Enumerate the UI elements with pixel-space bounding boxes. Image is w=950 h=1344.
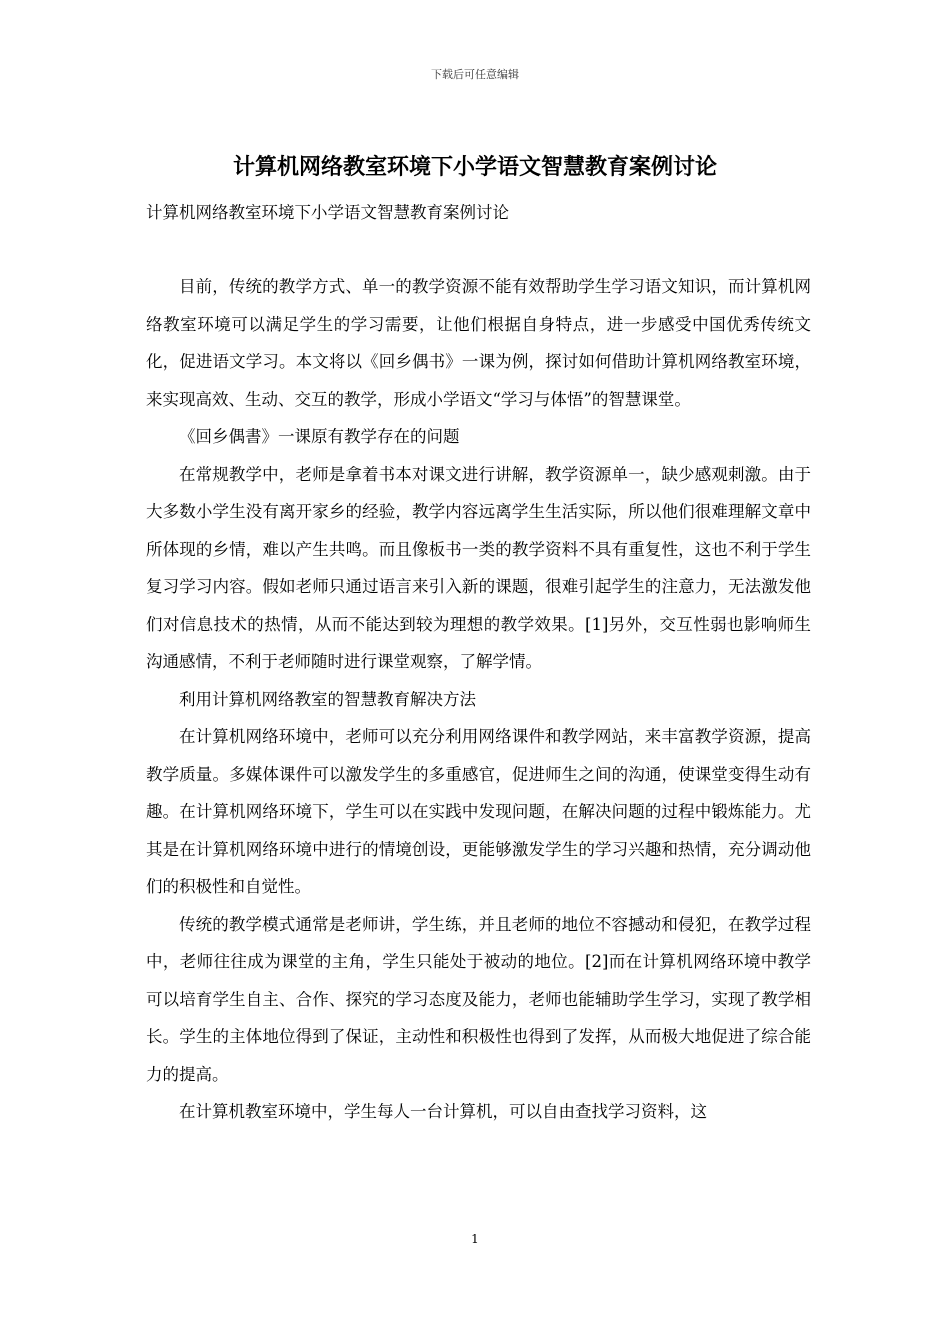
page-number: 1 (471, 1232, 479, 1246)
document-title: 计算机网络教室环境下小学语文智慧教育案例讨论 (232, 154, 717, 180)
document-subtitle: 计算机网络教室环境下小学语文智慧教育案例讨论 (146, 203, 509, 222)
paragraph-computer-room: 在计算机教室环境中，学生每人一台计算机，可以自由查找学习资料，这 (179, 1102, 707, 1121)
paragraph-intro: 目前，传统的教学方式、单一的教学资源不能有效帮助学生学习语文知识，而计算机网络教室环境可以满足学生的学习需要，让他们根据自身特点，进一步感受中国优秀传统文化，促进语文学习。本文将以《回乡偶书》一课为例，探讨如何借助计算机网络教室环境，来实现高效、生动、交互的教学，形成小学语文“学习与体悟”的智慧课堂。 (146, 277, 811, 409)
section-heading-solutions: 利用计算机网络教室的智慧教育解决方法 (179, 689, 476, 709)
document-body (146, 268, 811, 1131)
header-note: 下载后可任意编辑 (431, 68, 519, 81)
section-heading-problems: 《回乡偶書》一课原有教学存在的问题 (179, 427, 460, 446)
paragraph-solutions: 在计算机网络环境中，老师可以充分利用网络课件和教学网站，来丰富教学资源，提高教学质量。多媒体课件可以激发学生的多重感官，促进师生之间的沟通，使课堂变得生动有趣。在计算机网络环境下，学生可以在实践中发现问题，在解决问题的过程中锻炼能力。尤其是在计算机网络环境中进行的情境创设，更能够激发学生的学习兴趣和热情，充分调动他们的积极性和自觉性。 (146, 727, 811, 896)
paragraph-teaching-mode: 传统的教学模式通常是老师讲，学生练，并且老师的地位不容撼动和侵犯，在教学过程中，老师往往成为课堂的主角，学生只能处于被动的地位。[2]而在计算机网络环境中教学可以培育学生自主、合作、探究的学习态度及能力，老师也能辅助学生学习，实现了教学相长。学生的主体地位得到了保证，主动性和积极性也得到了发挥，从而极大地促进了综合能力的提高。 (146, 914, 811, 1084)
paragraph-problems: 在常规教学中，老师是拿着书本对课文进行讲解，教学资源单一，缺少感观刺激。由于大多数小学生没有离开家乡的经验，教学内容远离学生生活实际，所以他们很难理解文章中所体现的乡情，难以产生共鸣。而且像板书一类的教学资料不具有重复性，这也不利于学生复习学习内容。假如老师只通过语言来引入新的课题，很难引起学生的注意力，无法激发他们对信息技术的热情，从而不能达到较为理想的教学效果。[1]另外，交互性弱也影响师生沟通感情，不利于老师随时进行课堂观察，了解学情。 (146, 464, 811, 671)
